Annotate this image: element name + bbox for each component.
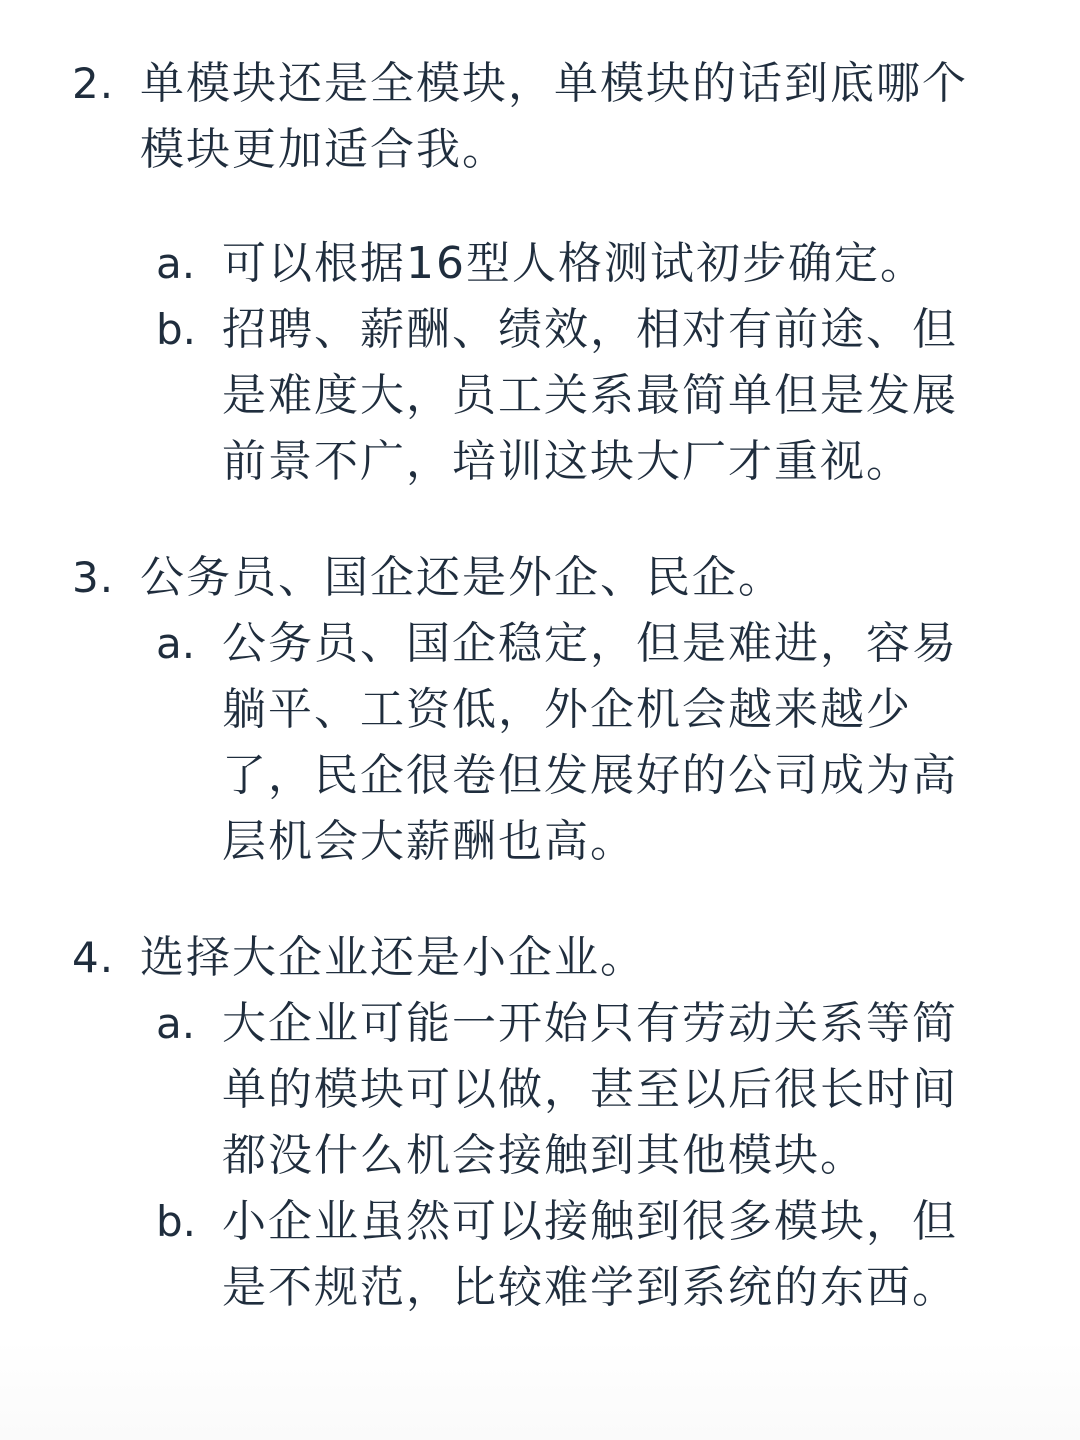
text-line: 公务员、国企稳定，但是难进，容易 [222,618,958,669]
text-line: 可以根据16型人格测试初步确定。 [222,238,926,289]
text-line: 大企业可能一开始只有劳动关系等简 [222,998,958,1049]
text-line: 层机会大薪酬也高。 [222,816,636,867]
list-item-text [140,545,1030,611]
text-line: 选择大企业还是小企业。 [140,932,646,983]
list-number: 3. [72,553,115,602]
sub-letter: b. [156,1197,197,1246]
text-line: 单模块还是全模块，单模块的话到底哪个 [140,58,968,109]
list-item-text [140,51,1030,183]
list-number: 4. [72,933,115,982]
sub-letter: b. [156,305,197,354]
text-line: 都没什么机会接触到其他模块。 [222,1130,866,1181]
sub-letter: a. [156,619,196,668]
sub-item-text [222,297,1002,495]
text-line: 小企业虽然可以接触到很多模块，但 [222,1196,958,1247]
sub-item-text [222,991,1002,1189]
text-line: 了，民企很卷但发展好的公司成为高 [222,750,958,801]
list-number: 2. [72,59,115,108]
text-line: 招聘、薪酬、绩效，相对有前途、但 [222,304,958,355]
list-item-text [140,925,1030,991]
sub-item-text [222,1189,1002,1321]
text-line: 模块更加适合我。 [140,124,508,175]
text-line: 单的模块可以做，甚至以后很长时间 [222,1064,958,1115]
text-line: 公务员、国企还是外企、民企。 [140,552,784,603]
sub-item-text [222,231,1002,297]
text-line: 前景不广，培训这块大厂才重视。 [222,436,912,487]
sub-letter: a. [156,999,196,1048]
text-line: 躺平、工资低，外企机会越来越少 [222,684,912,735]
sub-letter: a. [156,239,196,288]
bottom-margin [0,1340,1080,1440]
text-line: 是不规范，比较难学到系统的东西。 [222,1262,958,1313]
text-line: 是难度大，员工关系最简单但是发展 [222,370,958,421]
sub-item-text [222,611,1002,875]
